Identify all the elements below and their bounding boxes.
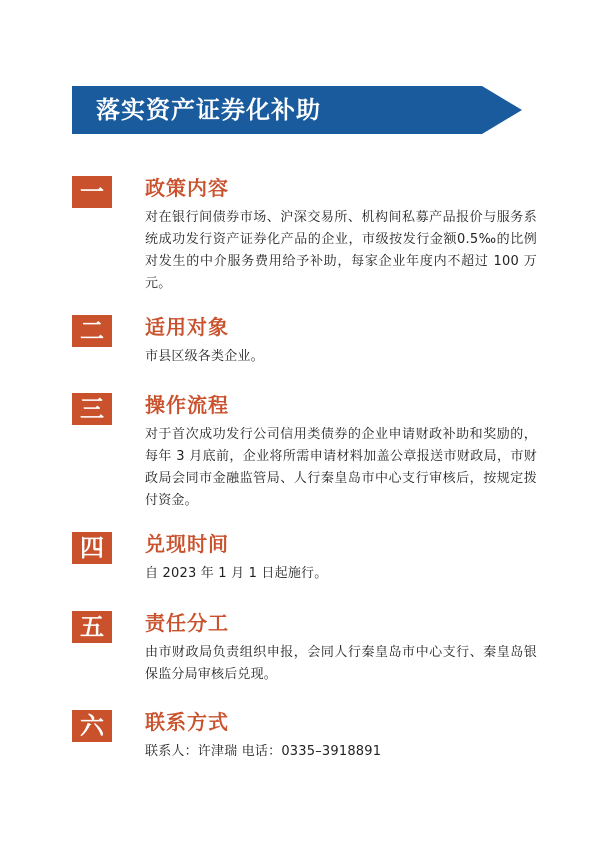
section-body: 对于首次成功发行公司信用类债券的企业申请财政补助和奖励的，每年 3 月底前，企业将所需申请材料加盖公章报送市财政局，市财政局会同市金融监管局、人行秦皇岛市中心支行审核后，按规定拨付资金。: [145, 427, 537, 508]
section-number-badge: 一: [72, 176, 112, 208]
section-title: 兑现时间: [145, 532, 229, 556]
section-title: 责任分工: [145, 611, 229, 635]
title-banner: [72, 86, 522, 134]
section-title: 联系方式: [145, 710, 229, 734]
section-body: 自 2023 年 1 月 1 日起施行。: [145, 566, 328, 581]
section-body: 由市财政局负责组织申报，会同人行秦皇岛市中心支行、秦皇岛银保监分局审核后兑现。: [145, 645, 537, 682]
section-body: 联系人：许津瑞 电话：0335–3918891: [145, 744, 382, 759]
section-title: 适用对象: [145, 315, 229, 339]
section-body: 对在银行间债券市场、沪深交易所、机构间私募产品报价与服务系统成功发行资产证券化产品的企业，市级按发行金额0.5‰的比例对发生的中介服务费用给予补助，每家企业年度内不超过 100 万元。: [145, 210, 537, 291]
section-title: 操作流程: [145, 393, 229, 417]
section-number-badge: 三: [72, 393, 112, 425]
section-number-badge: 六: [72, 710, 112, 742]
page-title: 落实资产证券化补助: [96, 96, 321, 124]
section-number-badge: 二: [72, 315, 112, 347]
section-number-badge: 四: [72, 532, 112, 564]
section-number-badge: 五: [72, 611, 112, 643]
section-title: 政策内容: [145, 176, 229, 200]
section-body: 市县区级各类企业。: [145, 349, 264, 364]
